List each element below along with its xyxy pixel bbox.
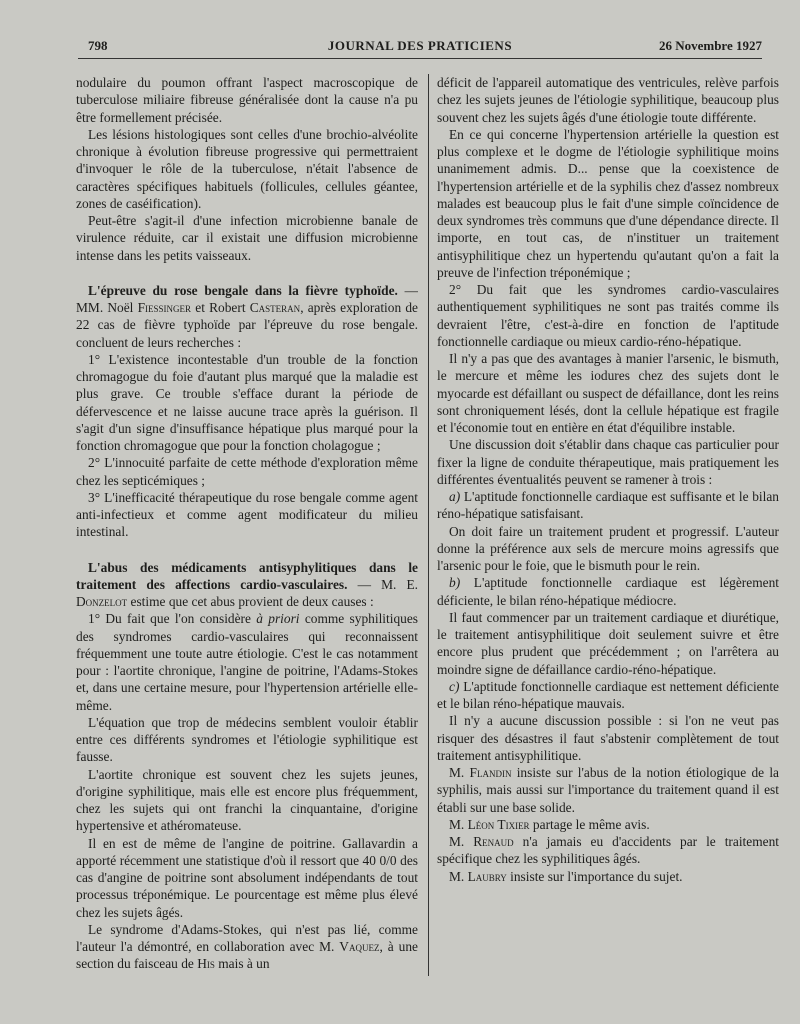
- left-column: [76, 74, 418, 984]
- paragraph: nodulaire du poumon offrant l'aspect macroscopique de tuberculose miliaire fibreuse généralisée dont la cause n'a pu être formellement précisée.: [76, 75, 418, 125]
- paragraph: 2° L'innocuité parfaite de cette méthode d'exploration même chez les septicémiques ;: [76, 455, 418, 488]
- heading-title: L'épreuve du rose bengale dans la fièvre typhoïde.: [88, 282, 398, 298]
- author-name: His: [197, 956, 215, 972]
- paragraph: a) L'aptitude fonctionnelle cardiaque est suffisante et le bilan réno-hépatique satisfaisant.: [437, 489, 779, 522]
- column-divider: [428, 74, 429, 976]
- paragraph: Il n'y a aucune discussion possible : si l'on ne veut pas risquer des désastres il faut s'abstenir complètement de tout traitement antisyphilitique.: [437, 713, 779, 763]
- paragraph: 1° Du fait que l'on considère à priori comme syphilitiques des syndromes cardio-vasculaires qui reconnaissent fréquemment une toute autre étiologie. C'est le cas notamment pour : l'aortite chronique, l'angine de poitrine, l'Adams-Stokes et, dans une certaine mesure, pour l'hypertension artérielle elle-même.: [76, 611, 418, 713]
- issue-date: 26 Novembre 1927: [658, 38, 762, 53]
- paragraph: Le syndrome d'Adams-Stokes, qui n'est pas lié, comme l'auteur l'a démontré, en collaboration avec M. Vaquez, à une section du faisceau de His mais à un: [76, 921, 418, 972]
- author-name: Renaud: [473, 834, 514, 849]
- paragraph: En ce qui concerne l'hypertension artérielle la question est plus complexe et le dogme de l'étiologie syphilitique moins unanimement admis. D... pense que la coexistence de l'hypertension artérielle et de la syphilis chez d'assez nombreux malades est beaucoup plus le fait d'une simple coïncidence de deux syndromes très communs que d'une dépendance directe. Il importe, en tout cas, de n'instituer un traitement antisyphilitique chez un hypertendu qu'autant qu'on a fait la preuve de l'infection tréponémique ;: [437, 126, 779, 280]
- paragraph: M. Renaud n'a jamais eu d'accidents par le traitement spécifique chez les syphilitiques âgés.: [437, 834, 779, 867]
- author-name: Vaquez: [339, 939, 380, 954]
- author-name: Laubry: [467, 868, 507, 884]
- paragraph: M. Flandin insiste sur l'abus de la notion étiologique de la syphilis, mais aussi sur l'importance du traitement quand il est établi sur une base solide.: [437, 765, 779, 815]
- paragraph: On doit faire un traitement prudent et progressif. L'auteur donne la préférence aux sels de mercure moins agressifs que l'arsenic pour le foie, que le bismuth pour le rein.: [437, 523, 779, 573]
- heading-title: L'abus des médicaments antisyphylitiques dans le traitement des affections cardio-vasculaires.: [76, 559, 418, 592]
- paragraph: Il faut commencer par un traitement cardiaque et diurétique, le traitement antisyphilitique doit seulement suivre et être encore plus prudent que précédemment ; on l'arrêtera au moindre signe de défaillance cardio-réno-hépatique.: [437, 609, 779, 677]
- journal-title: JOURNAL DES PRATICIENS: [327, 38, 513, 53]
- paragraph: déficit de l'appareil automatique des ventricules, relève parfois chez les sujets jeunes de l'étiologie syphilitique, beaucoup plus souvent chez les sujets âgés d'une étiologie toute différente.: [437, 75, 779, 125]
- paragraph: b) L'aptitude fonctionnelle cardiaque est légèrement déficiente, le bilan réno-hépatique médiocre.: [437, 575, 779, 608]
- paragraph: Les lésions histologiques sont celles d'une brochio-alvéolite chronique à évolution fibreuse progressive qui permettraient d'invoquer le rôle de la tuberculose, n'était l'absence de caractères spécifiques habituels (follicules, cellules géantee, zones de caséification).: [76, 126, 418, 211]
- header-rule: [78, 58, 762, 59]
- author-name: Casteran: [249, 300, 301, 315]
- paragraph: 3° L'inefficacité thérapeutique du rose bengale comme agent anti-infectieux et comme agent modificateur du milieu intestinal.: [76, 489, 418, 540]
- paragraph: 1° L'existence incontestable d'un trouble de la fonction chromagogue du foie d'autant plus marqué que la maladie est plus grave. Ce trouble s'efface durant la période de défervescence et ne laisse aucune trace après la guérison. Il s'agit d'un signe d'insuffisance hépatique plus marqué pour la fonction chromagogue que pour la fonction cholagogue ;: [76, 351, 418, 453]
- paragraph: Peut-être s'agit-il d'une infection microbienne banale de virulence réduite, car il existait une diffusion microbienne intense dans les petits vaisseaux.: [76, 213, 418, 263]
- page-header: [78, 38, 762, 58]
- paragraph: Il n'y a pas que des avantages à manier l'arsenic, le bismuth, le mercure et même les iodures chez des sujets dont le myocarde est défaillant ou suspect de défaillance, dont les reins sont chroniquement lésés, dont la cellule hépatique est fragile et l'économie tout en entière en état d'équilibre instable.: [437, 351, 779, 435]
- paragraph: Une discussion doit s'établir dans chaque cas particulier pour fixer la ligne de conduite thérapeutique, mais pratiquement les différentes éventualités peuvent se ramener à trois :: [437, 437, 779, 487]
- page-number: 798: [88, 38, 108, 53]
- paragraph: M. Léon Tixier partage le même avis.: [449, 816, 650, 832]
- author-name: Donzelot: [76, 594, 128, 609]
- article-heading-rose-bengale: L'épreuve du rose bengale dans la fièvre typhoïde. — MM. Noël Fiessinger et Robert Casteran, après exploration de 22 cas de fièvre typhoïde par l'épreuve du rose bengale. concluent de leurs recherches :: [76, 282, 418, 350]
- article-heading-antisyphilitiques: L'abus des médicaments antisyphylitiques dans le traitement des affections cardio-vasculaires. — M. E. Donzelot estime que cet abus provient de deux causes :: [76, 559, 418, 609]
- author-name: Fiessinger: [137, 300, 192, 315]
- paragraph: M. Laubry insiste sur l'importance du sujet.: [449, 868, 683, 884]
- paragraph: 2° Du fait que les syndromes cardio-vasculaires authentiquement syphilitiques ne sont pas traités comme ils devraient l'être, c'est-à-dire en fonction de l'aptitude fonctionnelle cardiaque ou mieux cardio-réno-hépatique.: [437, 282, 779, 349]
- paragraph: Il en est de même de l'angine de poitrine. Gallavardin a apporté récemment une statistique d'où il ressort que 40 0/0 des cas d'angine de poitrine sont absolument indépendants de tout processus tréponémique. Le pourcentage est même plus élevé chez les sujets âgés.: [76, 835, 418, 920]
- paragraph: L'équation que trop de médecins semblent vouloir établir entre ces différents syndromes et l'étiologie syphilitique est fausse.: [76, 714, 418, 765]
- author-name: Flandin: [469, 765, 512, 780]
- paragraph: c) L'aptitude fonctionnelle cardiaque est nettement déficiente et le bilan réno-hépatique mauvais.: [437, 678, 779, 711]
- right-column: [437, 74, 779, 984]
- author-name: Léon Tixier: [467, 816, 530, 832]
- paragraph: L'aortite chronique est souvent chez les sujets jeunes, d'origine syphilitique, mais elle est encore plus fréquemment, chez les sujets qui ont franchi la cinquantaine, d'origine hypertensive et athéromateuse.: [76, 766, 418, 834]
